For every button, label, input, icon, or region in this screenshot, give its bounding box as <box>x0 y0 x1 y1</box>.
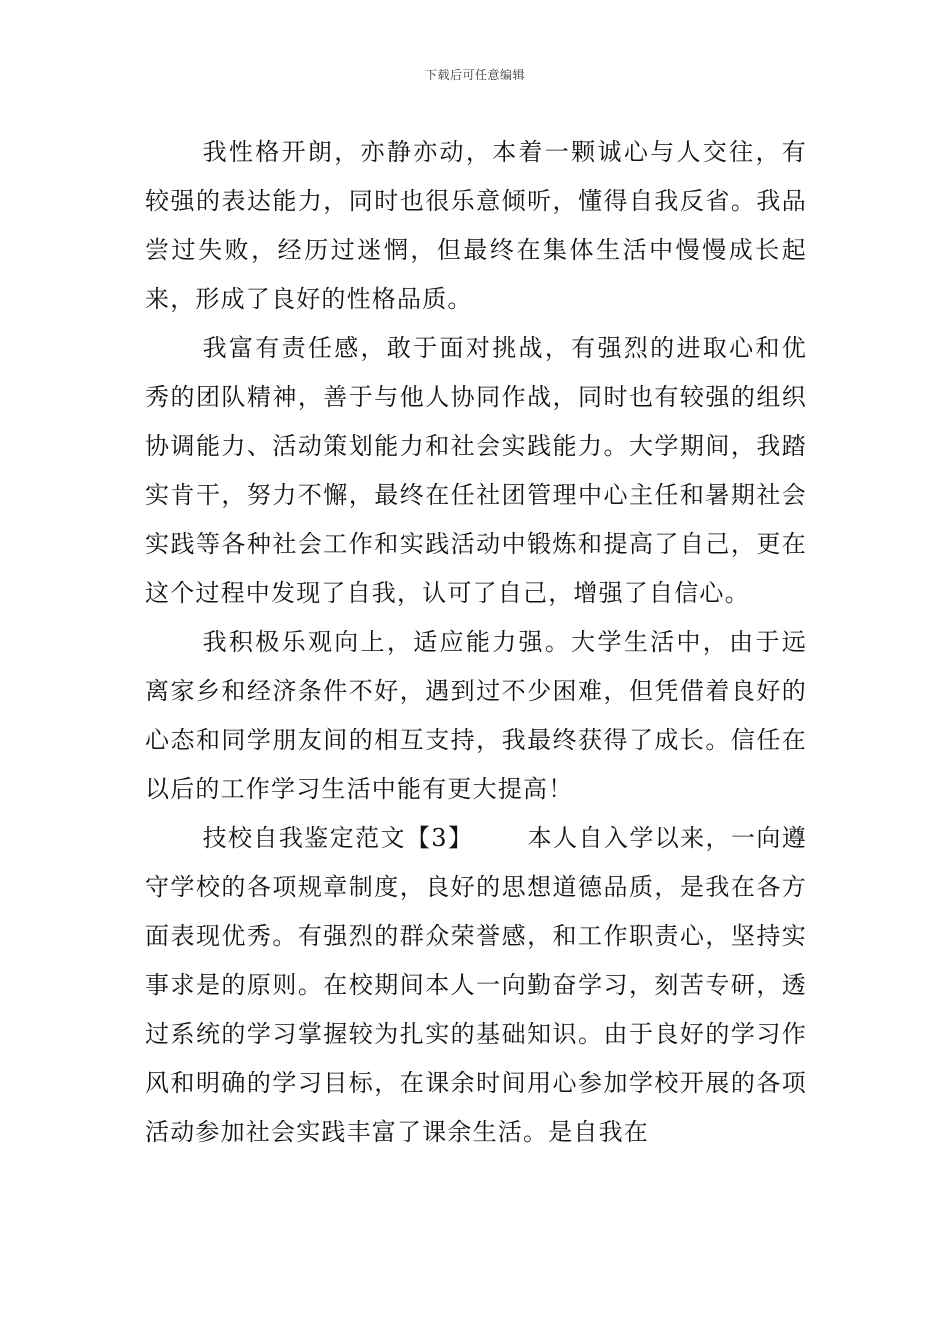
section-body: 本人自入学以来，一向遵守学校的各项规章制度，良好的思想道德品质，是我在各方面表现优秀。有强烈的群众荣誉感，和工作职责心，坚持实事求是的原则。在校期间本人一向勤奋学习，刻苦专研，透过系统的学习掌握较为扎实的基础知识。由于良好的学习作风和明确的学习目标，在课余时间用心参加学校开展的各项活动参加社会实践丰富了课余生活。是自我在 <box>145 824 808 1146</box>
paragraph-optimism: 我积极乐观向上，适应能力强。大学生活中，由于远离家乡和经济条件不好，遇到过不少困难，但凭借着良好的心态和同学朋友间的相互支持，我最终获得了成长。信任在以后的工作学习生活中能有更大提高！ <box>145 628 807 803</box>
heading-gap <box>473 824 527 852</box>
header-note: 下载后可任意编辑 <box>424 68 525 82</box>
paragraph-section-3 <box>145 814 807 1157</box>
paragraph-personality: 我性格开朗，亦静亦动，本着一颗诚心与人交往，有较强的表达能力，同时也很乐意倾听，懂得自我反省。我品尝过失败，经历过迷惘，但最终在集体生活中慢慢成长起来，形成了良好的性格品质。 <box>145 138 807 313</box>
document-body <box>145 128 807 1157</box>
paragraph-responsibility: 我富有责任感，敢于面对挑战，有强烈的进取心和优秀的团队精神，善于与他人协同作战，同时也有较强的组织协调能力、活动策划能力和社会实践能力。大学期间，我踏实肯干，努力不懈，最终在任社团管理中心主任和暑期社会实践等各种社会工作和实践活动中锻炼和提高了自己，更在这个过程中发现了自我，认可了自己，增强了自信心。 <box>145 334 807 607</box>
section-heading: 技校自我鉴定范文【3】 <box>202 824 474 852</box>
